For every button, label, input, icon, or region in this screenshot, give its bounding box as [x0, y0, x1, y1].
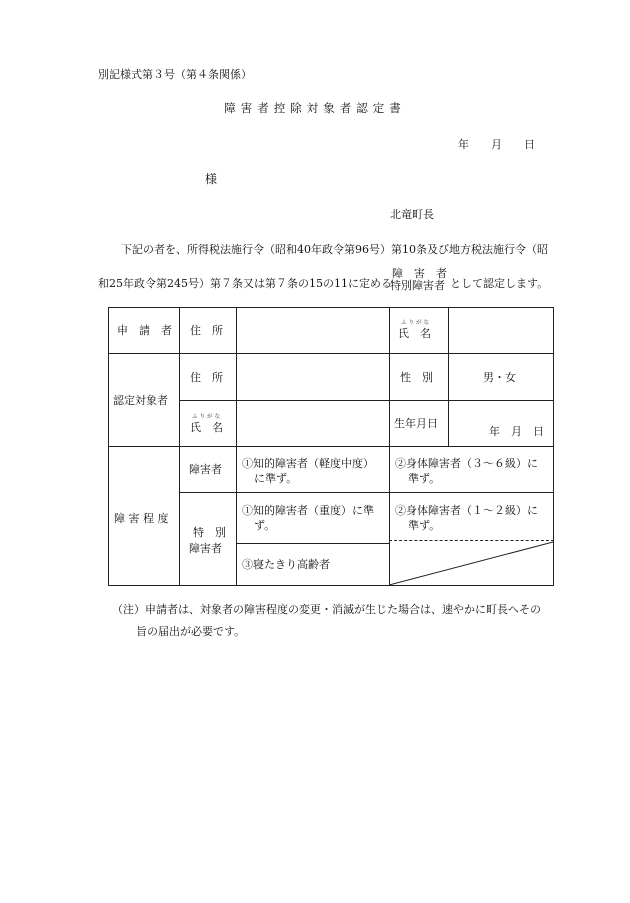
- note-line2: 旨の届出が必要です。: [136, 625, 246, 638]
- issuer: 北竜町長: [390, 208, 434, 221]
- birthdate-label: 生年月日: [394, 417, 438, 430]
- option-intellectual-mild-cont: に準ず。: [254, 472, 298, 485]
- status-stack: [390, 267, 450, 292]
- body-text-line1: 下記の者を、所得税法施行令（昭和40年政令第96号）第10条及び地方税法施行令（昭: [121, 243, 548, 256]
- table-line: [236, 543, 389, 544]
- date-year: 年: [458, 138, 469, 151]
- option-physical-mild: ②身体障害者（３～６級）に: [395, 457, 538, 470]
- sex-value: 男・女: [483, 371, 516, 384]
- document-title: 障害者控除対象者認定書: [224, 101, 406, 115]
- date-line: [458, 136, 557, 152]
- table-line: [108, 353, 554, 354]
- option-physical-severe-cont: 準ず。: [408, 519, 441, 532]
- special-label-1: 特 別: [193, 526, 226, 539]
- table-line: [179, 307, 180, 586]
- body-text-line2: [98, 267, 549, 292]
- sex-label: 性 別: [400, 371, 433, 384]
- stack-bottom: 特別障害者: [390, 279, 445, 292]
- option-physical-mild-cont: 準ず。: [408, 472, 441, 485]
- option-bedridden-elderly: ③寝たきり高齢者: [242, 558, 330, 571]
- date-month: 月: [491, 138, 502, 151]
- target-address-label: 住 所: [190, 371, 223, 384]
- table-line: [108, 307, 554, 308]
- body-text-post: として認定します。: [450, 277, 549, 290]
- table-line: [108, 307, 109, 586]
- option-intellectual-severe-cont: ず。: [254, 519, 276, 532]
- special-label-2: 障害者: [189, 542, 222, 555]
- date-day: 日: [524, 138, 535, 151]
- diagonal-strike: [389, 540, 554, 586]
- applicant-name-label: 氏 名: [398, 327, 431, 340]
- target-person-label: 認定対象者: [113, 394, 168, 407]
- addressee: 様: [205, 172, 218, 186]
- disabled-person-label: 障害者: [189, 463, 222, 476]
- birthdate-value: 年 月 日: [489, 425, 544, 438]
- option-intellectual-severe: ①知的障害者（重度）に準: [242, 504, 374, 517]
- furigana-hint: ふりがな: [401, 320, 432, 326]
- note-line1: （注）申請者は、対象者の障害程度の変更・消滅が生じた場合は、速やかに町長へその: [112, 603, 541, 616]
- option-intellectual-mild: ①知的障害者（軽度中度）: [242, 457, 374, 470]
- target-name-label: 氏 名: [190, 421, 223, 434]
- table-line: [108, 446, 554, 447]
- table-line: [448, 307, 449, 447]
- applicant-address-label: 住 所: [190, 324, 223, 337]
- disability-degree-label: 障 害 程 度: [114, 512, 169, 525]
- table-line: [236, 307, 237, 586]
- body-text-pre: 和25年政令第245号）第７条又は第７条の15の11に定める: [98, 277, 392, 290]
- furigana-hint: ふりがな: [192, 414, 223, 420]
- option-physical-severe: ②身体障害者（１～２級）に: [395, 504, 538, 517]
- applicant-label: 申 請 者: [117, 324, 172, 337]
- stack-top: 障 害 者: [392, 267, 447, 280]
- form-label: 別記様式第３号（第４条関係）: [98, 68, 252, 81]
